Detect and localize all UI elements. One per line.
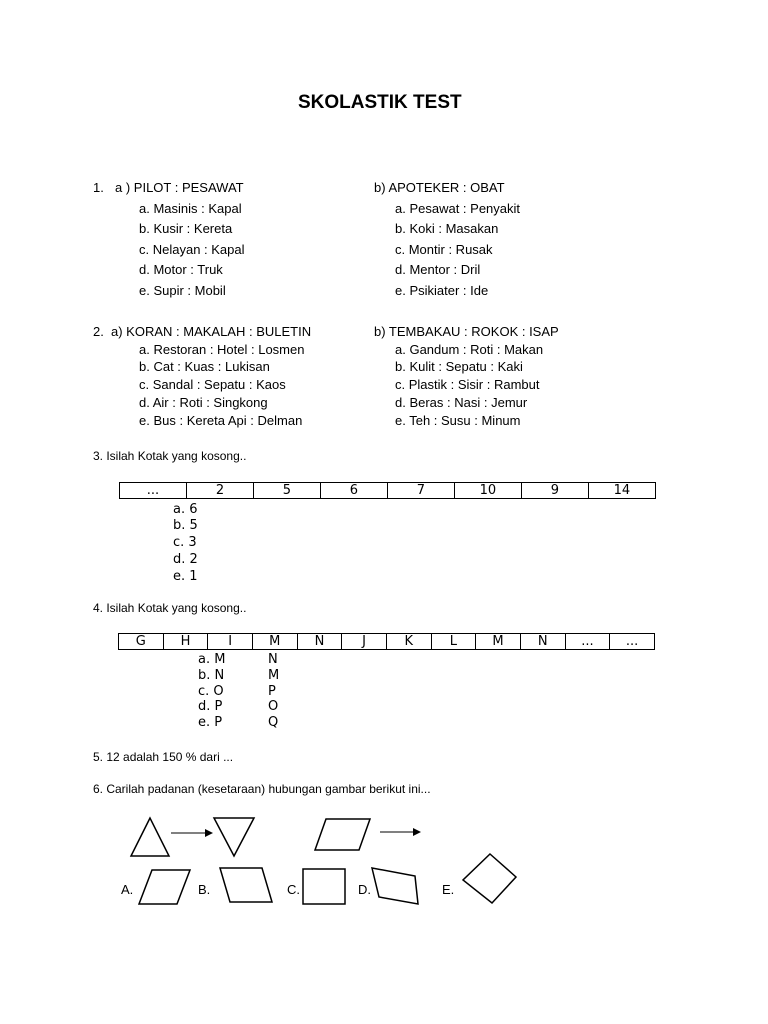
q3-cell[interactable]: 6 bbox=[320, 483, 387, 499]
q3-option: d. 2 bbox=[173, 552, 198, 567]
q4-option-second: O bbox=[268, 699, 279, 714]
q1a-option: e. Supir : Mobil bbox=[139, 283, 226, 298]
q4-cell[interactable]: ... bbox=[565, 634, 610, 650]
q1b-option: c. Montir : Rusak bbox=[395, 242, 493, 257]
q1b-option: e. Psikiater : Ide bbox=[395, 283, 489, 298]
q3-option: a. 6 bbox=[173, 502, 198, 517]
q4-label: 4. Isilah Kotak yang kosong.. bbox=[93, 601, 247, 615]
q2-number: 2. bbox=[93, 324, 104, 339]
q2a-option: c. Sandal : Sepatu : Kaos bbox=[139, 377, 286, 392]
q1-number: 1. bbox=[93, 180, 104, 195]
page-title: SKOLASTIK TEST bbox=[298, 92, 462, 113]
q4-cell[interactable]: ... bbox=[610, 634, 655, 650]
q4-cell[interactable]: J bbox=[342, 634, 387, 650]
q6-parallelogram-source bbox=[315, 819, 370, 850]
q6-choice-c-shape[interactable] bbox=[303, 869, 345, 904]
q6-triangle-up bbox=[131, 818, 169, 856]
q6-choice-e-shape[interactable] bbox=[463, 854, 516, 903]
q4-option-second: P bbox=[268, 684, 276, 699]
q5-label: 5. 12 adalah 150 % dari ... bbox=[93, 750, 234, 764]
q6-label: 6. Carilah padanan (kesetaraan) hubungan gambar berikut ini... bbox=[93, 782, 431, 796]
q1a-option: c. Nelayan : Kapal bbox=[139, 242, 245, 257]
q4-option-second: N bbox=[268, 652, 278, 667]
q3-cell[interactable]: 10 bbox=[454, 483, 521, 499]
q2b-option: b. Kulit : Sepatu : Kaki bbox=[395, 359, 523, 374]
q2b-prompt: b) TEMBAKAU : ROKOK : ISAP bbox=[374, 324, 559, 339]
q4-cell[interactable]: N bbox=[297, 634, 342, 650]
q1b-prompt: b) APOTEKER : OBAT bbox=[374, 180, 505, 195]
q2a-option: e. Bus : Kereta Api : Delman bbox=[139, 413, 303, 428]
q3-cell[interactable]: ... bbox=[120, 483, 187, 499]
q1b-option: a. Pesawat : Penyakit bbox=[395, 201, 521, 216]
q6-choice-c-label[interactable]: C. bbox=[287, 882, 300, 897]
q4-cell[interactable]: I bbox=[208, 634, 253, 650]
q4-cell[interactable]: K bbox=[386, 634, 431, 650]
q4-option-letter: c. O bbox=[198, 684, 224, 699]
q2a-option: d. Air : Roti : Singkong bbox=[139, 395, 268, 410]
q1a-option: b. Kusir : Kereta bbox=[139, 221, 233, 236]
q3-option: c. 3 bbox=[173, 535, 197, 550]
q2b-option: d. Beras : Nasi : Jemur bbox=[395, 395, 528, 410]
q3-label: 3. Isilah Kotak yang kosong.. bbox=[93, 449, 247, 463]
q2a-option: a. Restoran : Hotel : Losmen bbox=[139, 342, 305, 357]
q6-choice-e-label[interactable]: E. bbox=[442, 882, 455, 897]
q4-cell[interactable]: M bbox=[476, 634, 521, 650]
q2a-option: b. Cat : Kuas : Lukisan bbox=[139, 359, 270, 374]
q3-cell[interactable]: 14 bbox=[588, 483, 655, 499]
q1b-option: b. Koki : Masakan bbox=[395, 221, 499, 236]
q6-choice-a-label[interactable]: A. bbox=[121, 882, 134, 897]
q1b-option: d. Mentor : Dril bbox=[395, 262, 481, 277]
q4-cell[interactable]: N bbox=[520, 634, 565, 650]
q4-option-letter: a. M bbox=[198, 652, 226, 667]
q2b-option: a. Gandum : Roti : Makan bbox=[395, 342, 544, 357]
q6-choice-d-shape[interactable] bbox=[372, 868, 418, 904]
q3-option: b. 5 bbox=[173, 518, 198, 533]
q2b-option: c. Plastik : Sisir : Rambut bbox=[395, 377, 540, 392]
q4-cell[interactable]: H bbox=[163, 634, 208, 650]
q6-choice-a-shape[interactable] bbox=[139, 870, 190, 904]
q4-cell[interactable]: G bbox=[119, 634, 164, 650]
q1a-option: a. Masinis : Kapal bbox=[139, 201, 242, 216]
q4-option-second: M bbox=[268, 668, 280, 683]
q6-choice-b-label[interactable]: B. bbox=[198, 882, 211, 897]
q4-option-second: Q bbox=[268, 715, 279, 730]
q2a-prompt: a) KORAN : MAKALAH : BULETIN bbox=[111, 324, 312, 339]
q4-cell[interactable]: L bbox=[431, 634, 476, 650]
q3-cell[interactable]: 5 bbox=[253, 483, 320, 499]
q6-choice-d-label[interactable]: D. bbox=[358, 882, 371, 897]
q6-choice-b-shape[interactable] bbox=[220, 868, 272, 902]
q2b-option: e. Teh : Susu : Minum bbox=[395, 413, 521, 428]
q4-option-letter: b. N bbox=[198, 668, 225, 683]
q4-option-letter: d. P bbox=[198, 699, 223, 714]
q4-option-letter: e. P bbox=[198, 715, 223, 730]
q3-cell[interactable]: 2 bbox=[187, 483, 254, 499]
q3-option: e. 1 bbox=[173, 569, 198, 584]
q4-cell[interactable]: M bbox=[252, 634, 297, 650]
q3-cell[interactable]: 9 bbox=[521, 483, 588, 499]
q1a-prompt: a ) PILOT : PESAWAT bbox=[115, 180, 244, 195]
q1a-option: d. Motor : Truk bbox=[139, 262, 223, 277]
q6-triangle-down bbox=[214, 818, 254, 856]
q3-cell[interactable]: 7 bbox=[387, 483, 454, 499]
